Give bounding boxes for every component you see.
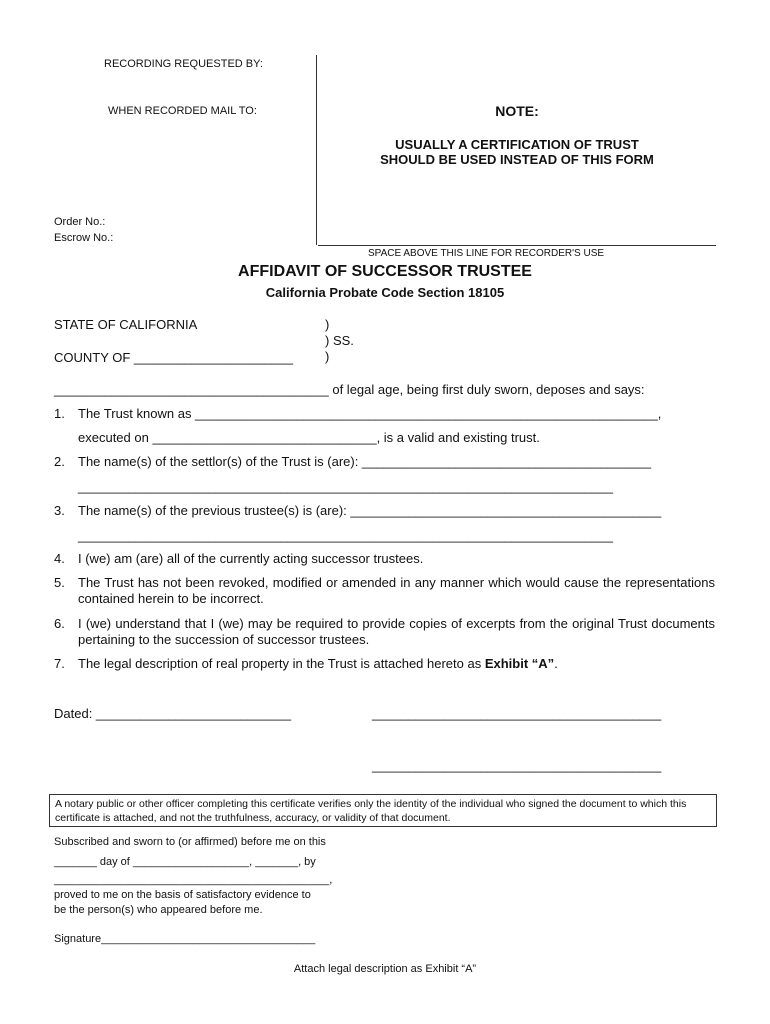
item-legal-description-end: . [554,656,558,671]
item-number-7: 7. [54,656,65,671]
item-number-1: 1. [54,406,65,421]
item-number-4: 4. [54,551,65,566]
notary-notice-box [49,794,717,827]
item-previous-trustees-continued[interactable]: __________________________________________________________________________ [78,528,614,543]
item-acting-trustees: I (we) am (are) all of the currently acting successor trustees. [78,551,424,566]
item-settlors[interactable]: The name(s) of the settlor(s) of the Trust is (are): ________________________________________ [78,454,652,469]
county-field[interactable]: COUNTY OF ______________________ [54,350,293,365]
footer-attach-exhibit: Attach legal description as Exhibit “A” [293,963,477,975]
signature-line-2[interactable]: ________________________________________ [372,758,662,773]
exhibit-a-reference: Exhibit “A” [484,656,555,671]
jurat-line-1: Subscribed and sworn to (or affirmed) before me on this [54,836,326,848]
recording-requested-by-label: RECORDING REQUESTED BY: [104,58,263,70]
dated-field[interactable]: Dated: ___________________________ [54,706,292,721]
header-vertical-divider [316,55,317,245]
item-number-3: 3. [54,503,65,518]
affiant-name-line[interactable]: ______________________________________ of legal age, being first duly sworn, deposes and says: [54,382,645,397]
escrow-no-label: Escrow No.: [54,232,114,244]
item-executed-on[interactable]: executed on _______________________________, is a valid and existing trust. [78,430,540,445]
jurat-date-line[interactable]: _______ day of ___________________, _______, by [54,856,316,868]
order-no-label: Order No.: [54,216,106,228]
document-title: AFFIDAVIT OF SUCCESSOR TRUSTEE [238,263,532,280]
when-recorded-mail-to-label: WHEN RECORDED MAIL TO: [108,105,257,117]
state-label: STATE OF CALIFORNIA [54,317,198,332]
item-previous-trustees[interactable]: The name(s) of the previous trustee(s) is (are): ___________________________________________ [78,503,662,518]
signature-line-1[interactable]: ________________________________________ [372,706,662,721]
venue-paren-3: ) [325,349,330,364]
item-legal-description-text: The legal description of real property in the Trust is attached hereto as [78,656,485,671]
recorder-space-line [318,245,716,246]
note-title: NOTE: [495,103,539,119]
item-number-6: 6. [54,616,65,631]
jurat-name-line[interactable]: _____________________________________________, [54,874,333,886]
item-copies-excerpts: I (we) understand that I (we) may be required to provide copies of excerpts from the original Trust documents pertaining to the succession of successor trustees. [78,616,715,647]
item-not-revoked: The Trust has not been revoked, modified or amended in any manner which would cause the representations contained herein to be incorrect. [78,575,715,606]
document-subtitle: California Probate Code Section 18105 [265,285,505,300]
jurat-line-5: be the person(s) who appeared before me. [54,904,263,916]
item-legal-description [78,656,558,671]
venue-ss: ) SS. [325,333,354,348]
recorder-space-label: SPACE ABOVE THIS LINE FOR RECORDER'S USE [368,248,605,259]
notary-signature-line[interactable]: Signature___________________________________ [54,933,316,945]
item-settlors-continued[interactable]: __________________________________________________________________________ [78,479,614,494]
venue-paren-1: ) [325,317,330,332]
note-line-2: SHOULD BE USED INSTEAD OF THIS FORM [380,152,654,167]
notary-notice-text: A notary public or other officer completing this certificate verifies only the identity of the individual who signed the document to which this certificate is attached, and not the truthfulness, accuracy, or validity of that document. [55,798,687,824]
item-number-5: 5. [54,575,65,590]
note-line-1: USUALLY A CERTIFICATION OF TRUST [395,137,639,152]
item-trust-known-as[interactable]: The Trust known as ________________________________________________________________, [78,406,662,421]
jurat-line-4: proved to me on the basis of satisfactory evidence to [54,889,311,901]
item-number-2: 2. [54,454,65,469]
